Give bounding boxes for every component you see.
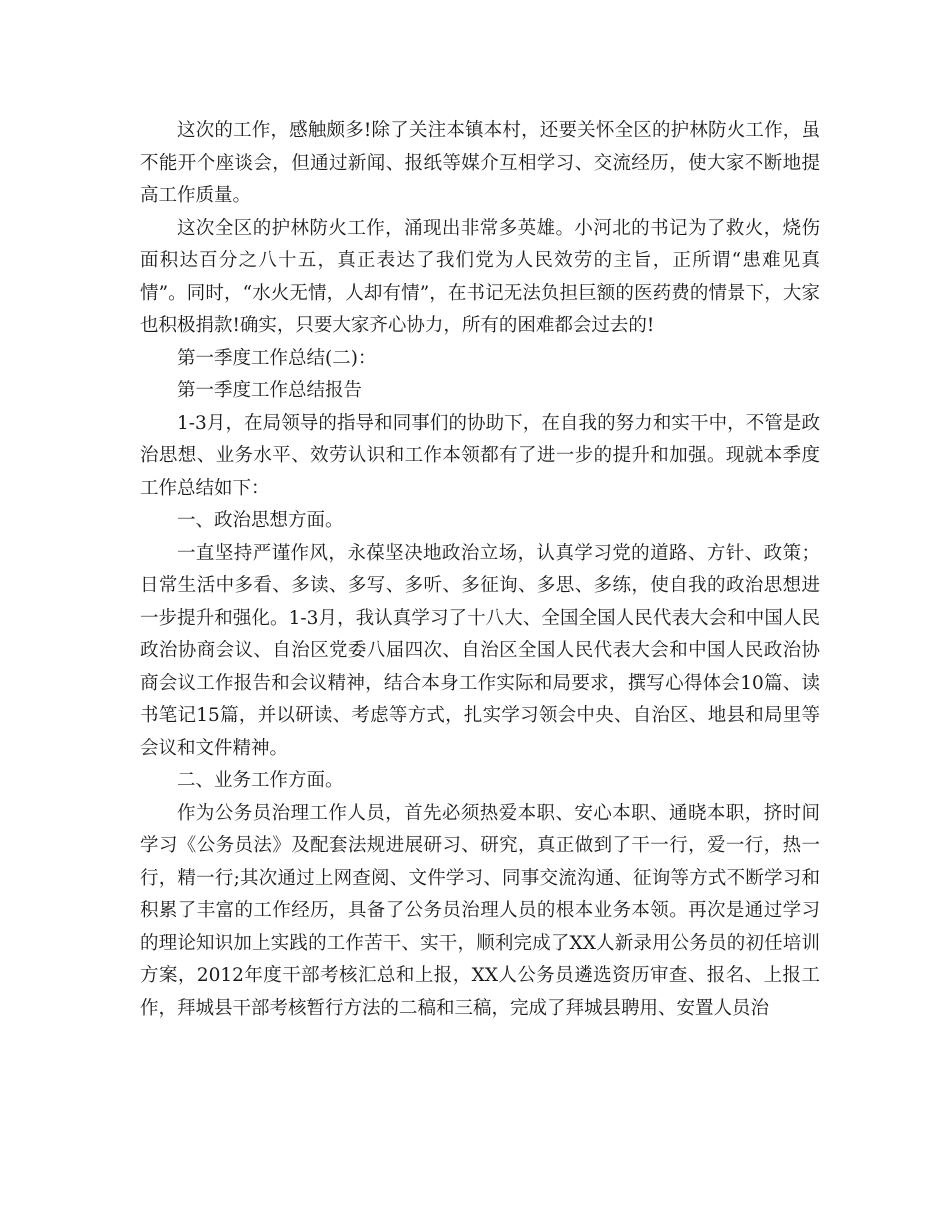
section-heading-business-work: 二、业务工作方面。 — [177, 770, 344, 791]
section-heading-q1-summary-2: 第一季度工作总结(二)： — [177, 347, 377, 369]
section-heading-q1-report: 第一季度工作总结报告 — [177, 380, 363, 401]
paragraph-fire-hero: 这次全区的护林防火工作，涌现出非常多英雄。小河北的书记为了救火，烧伤面积达百分之八十五，真正表达了我们党为人民效劳的主旨，正所谓“患难见真情”。同时，“水火无情，人却有情”，在书记无法负担巨额的医药费的情景下，大家也积极捐款!确实，只要大家齐心协力，所有的困难都会过去的! — [140, 217, 820, 336]
section-heading-political-thought: 一、政治思想方面。 — [177, 510, 344, 531]
paragraph-political-thought: 一直坚持严谨作风，永葆坚决地政治立场，认真学习党的道路、方针、政策；日常生活中多看、多读、多写、多听、多征询、多思、多练，使自我的政治思想进一步提升和强化。1-3月，我认真学习了十八大、全国全国人民代表大会和中国人民政治协商会议、自治区党委八届四次、自治区全国人民代表大会和中国人民政治协商会议工作报告和会议精神，结合本身工作实际和局要求，撰写心得体会10篇、读书笔记15篇，并以研读、考虑等方式，扎实学习领会中央、自治区、地县和局里等会议和文件精神。 — [140, 542, 820, 759]
paragraph-forest-fire-reflection: 这次的工作，感触颇多!除了关注本镇本村，还要关怀全区的护林防火工作，虽不能开个座谈会，但通过新闻、报纸等媒介互相学习、交流经历，使大家不断地提高工作质量。 — [140, 120, 820, 206]
paragraph-q1-intro: 1-3月，在局领导的指导和同事们的协助下，在自我的努力和实干中，不管是政治思想、业务水平、效劳认识和工作本领都有了进一步的提升和加强。现就本季度工作总结如下： — [140, 412, 820, 499]
paragraph-business-work: 作为公务员治理工作人员，首先必须热爱本职、安心本职、通晓本职，挤时间学习《公务员法》及配套法规进展研习、研究，真正做到了干一行，爱一行，热一行，精一行;其次通过上网查阅、文件学习、同事交流沟通、征询等方式不断学习和积累了丰富的工作经历，具备了公务员治理人员的根本业务本领。再次是通过学习的理论知识加上实践的工作苦干、实干，顺利完成了XX人新录用公务员的初任培训方案，2012年度干部考核汇总和上报，XX人公务员遴选资历审查、报名、上报工作，拜城县干部考核暂行方法的二稿和三稿，完成了拜城县聘用、安置人员治 — [140, 802, 820, 1019]
document-body — [140, 115, 820, 1025]
